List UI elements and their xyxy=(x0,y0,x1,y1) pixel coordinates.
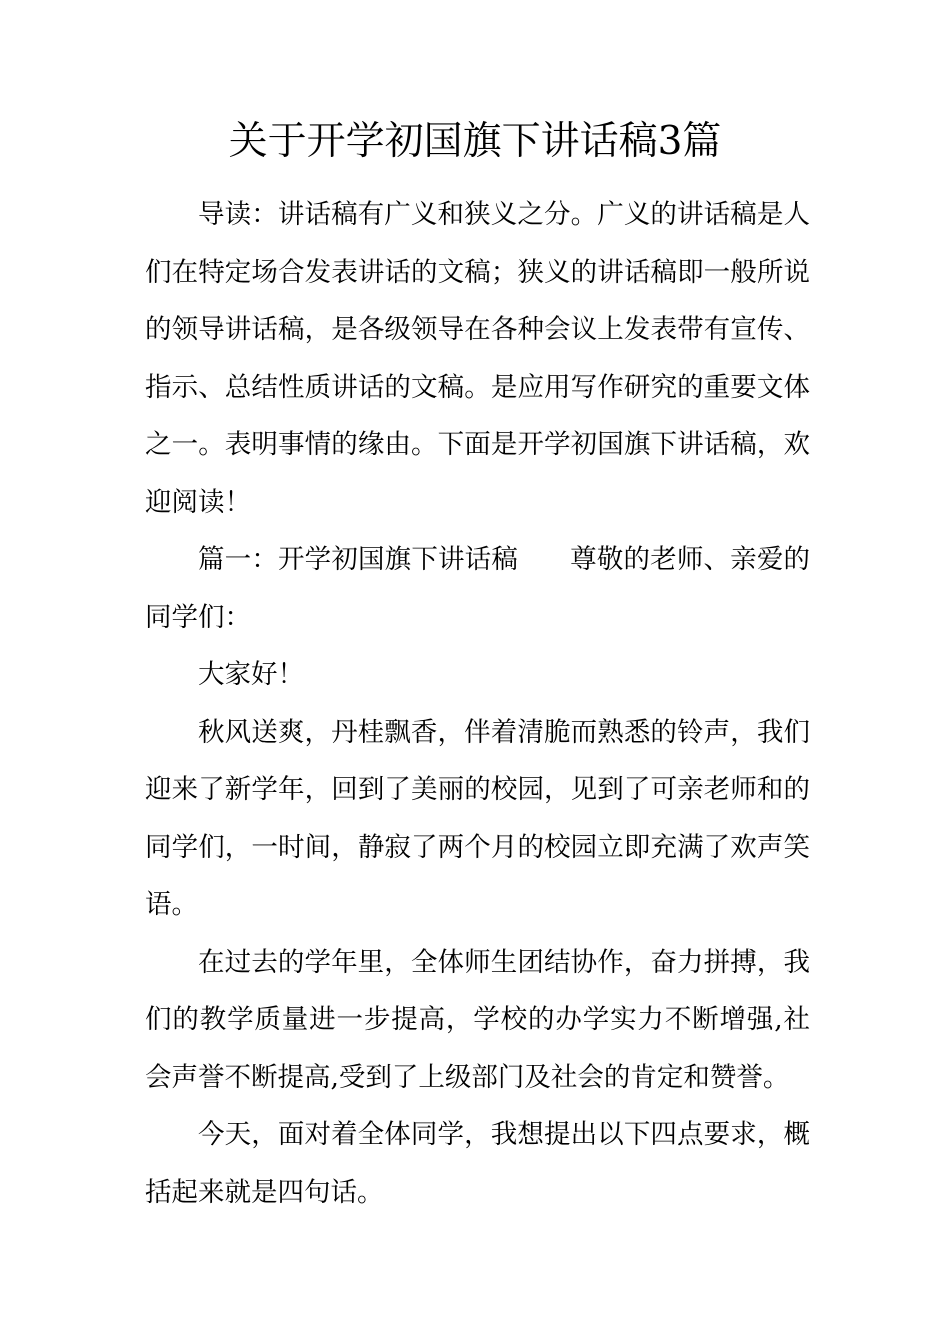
section-one-heading: 篇一：开学初国旗下讲话稿 xyxy=(198,544,518,575)
intro-paragraph: 导读：讲话稿有广义和狭义之分。广义的讲话稿是人们在特定场合发表讲话的文稿；狭义的讲话稿即一般所说的领导讲话稿，是各级领导在各种会议上发表带有宣传、指示、总结性质讲话的文稿。是应用写作研究的重要文体之一。表明事情的缘由。下面是开学初国旗下讲话稿，欢迎阅读！ xyxy=(145,199,810,518)
document-body xyxy=(145,186,810,1221)
section-one-greeting: 尊敬的老师、亲爱的同学们： xyxy=(145,544,810,633)
autumn-paragraph: 秋风送爽，丹桂飘香，伴着清脆而熟悉的铃声，我们迎来了新学年，回到了美丽的校园，见到了可亲老师和的同学们，一时间，静寂了两个月的校园立即充满了欢声笑语。 xyxy=(145,716,810,920)
requirements-paragraph: 今天，面对着全体同学，我想提出以下四点要求，概括起来就是四句话。 xyxy=(145,1119,810,1208)
section-one-opening xyxy=(145,531,810,646)
salutation-paragraph: 大家好！ xyxy=(198,659,304,690)
document-title: 关于开学初国旗下讲话稿3篇 xyxy=(228,119,722,164)
past-year-paragraph: 在过去的学年里，全体师生团结协作，奋力拼搏，我们的教学质量进一步提高，学校的办学实力不断增强,社会声誉不断提高,受到了上级部门及社会的肯定和赞誉。 xyxy=(145,946,810,1093)
